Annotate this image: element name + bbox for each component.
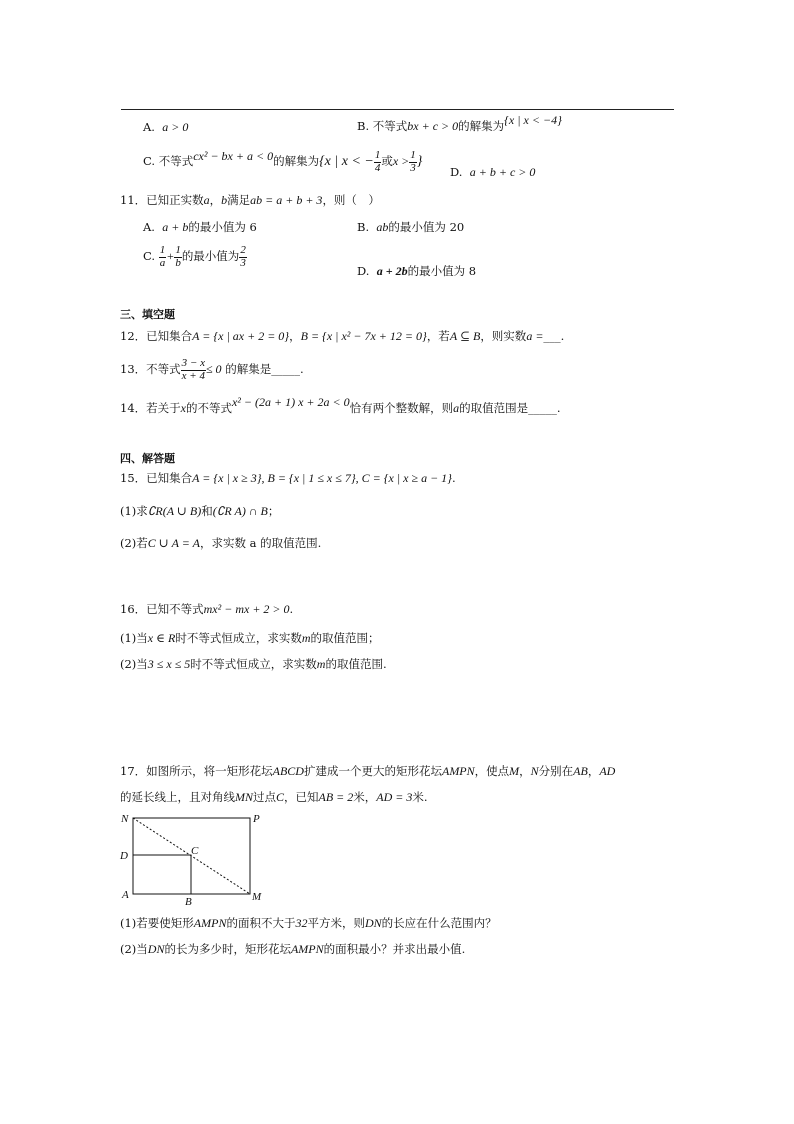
section-solutions: 四、解答题 [120, 452, 175, 465]
q11-option-a: A. a + b的最小值为 6 [143, 220, 257, 234]
q17-stem-line1: 17．如图所示，将一矩形花坛ABCD扩建成一个更大的矩形花坛AMPN，使点M，N分别在AB，AD [120, 764, 616, 778]
label-c: C [191, 845, 199, 857]
q17-figure [115, 808, 275, 906]
q17-part2: (2)当DN的长为多少时，矩形花坛AMPN的面积最小？并求出最小值. [120, 942, 466, 956]
label-n: N [121, 813, 129, 825]
q10-option-d: D. a + b + c > 0 [450, 165, 536, 179]
q15-part1: (1)求∁R(A ∪ B)和(∁R A) ∩ B； [120, 504, 280, 518]
q10-option-c: C. 不等式cx² − bx + a < 0的解集为{x | x < − $\frac{1}{4}$ 或x > $\frac{1}{3}$ } [143, 149, 423, 174]
q11-option-c: C. $\frac{1}{a}$ + $\frac{1}{b}$ 的最小值为 $\frac{2}{3}$ [143, 244, 246, 269]
q14: 14．若关于x的不等式x² − (2a + 1) x + 2a < 0恰有两个整数解，则a的取值范围是_____. [120, 395, 561, 415]
label-d: D [120, 850, 128, 862]
q16-stem: 16．已知不等式mx² − mx + 2 > 0. [120, 602, 294, 616]
label-p: P [253, 813, 260, 825]
header-rule [121, 109, 674, 110]
q17-part1: (1)若要使矩形AMPN的面积不大于32平方米，则DN的长应在什么范围内？ [120, 916, 497, 930]
label-m: M [252, 891, 262, 903]
q16-part1: (1)当x ∈ R时不等式恒成立，求实数m的取值范围； [120, 631, 380, 645]
label-a: A [122, 889, 129, 901]
q16-part2: (2)当3 ≤ x ≤ 5时不等式恒成立，求实数m的取值范围. [120, 657, 387, 671]
q17-stem-line2: 的延长线上，且对角线MN过点C，已知AB = 2米，AD = 3米. [120, 790, 428, 804]
q11-stem: 11．已知正实数a，b满足ab = a + b + 3，则（ ） [120, 193, 380, 207]
rect-abcd [133, 855, 191, 894]
q11-option-d: D. a + 2b的最小值为 8 [357, 264, 477, 278]
q15-stem: 15．已知集合A = {x | x ≥ 3}, B = {x | 1 ≤ x ≤ 7}, C = {x | x ≥ a − 1}. [120, 471, 456, 485]
q13: 13．不等式 $\frac{3 - x}{x + 4}$ ≤ 0 的解集是_____. [120, 357, 304, 382]
section-fill-in: 三、填空题 [120, 308, 175, 321]
q11-option-b: B. ab的最小值为 20 [357, 220, 465, 234]
q10-option-b: B. 不等式bx + c > 0的解集为{x | x < −4} [357, 113, 562, 133]
q15-part2: (2)若C ∪ A = A，求实数 a 的取值范围. [120, 536, 322, 550]
label-b: B [185, 896, 192, 906]
q10-option-a: A. a > 0 [143, 120, 189, 134]
q12: 12．已知集合A = {x | ax + 2 = 0}，B = {x | x² − 7x + 12 = 0}，若A ⊆ B，则实数a =___. [120, 329, 565, 343]
